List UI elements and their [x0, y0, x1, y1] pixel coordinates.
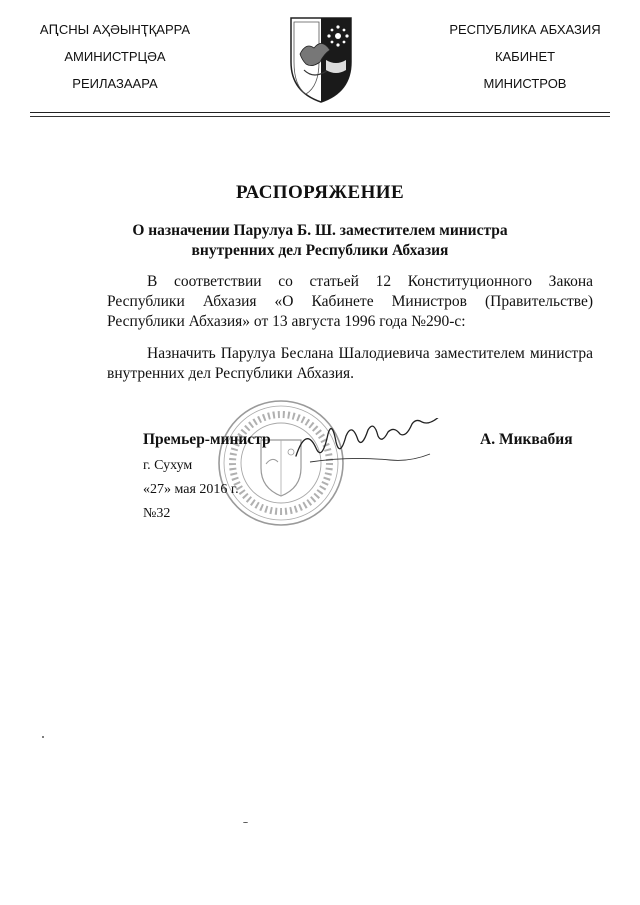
header-right-line-3: МИНИСТРОВ	[483, 76, 567, 91]
header-left-line-1: АԤСНЫ АҲӘЫНҬҚАРРА	[39, 22, 191, 37]
header-left-line-2: АМИНИСТРЦӘА	[64, 49, 166, 64]
subject-line-1: О назначении Парулуа Б. Ш. заместителем министра	[132, 222, 508, 239]
document-title: РАСПОРЯЖЕНИЕ	[235, 182, 405, 203]
scan-speck	[42, 736, 44, 738]
body-paragraph-2: Назначить Парулуа Беслана Шалодиевича заместителем министра внутренних дел Республики Абхазия.	[107, 345, 593, 382]
header-right-block	[440, 22, 610, 103]
document-date: «27» мая 2016 г.	[143, 482, 239, 497]
document-number: №32	[143, 506, 171, 521]
header-left-line-3: РЕИЛАЗААРА	[72, 76, 158, 91]
body-paragraph-1: В соответствии со статьей 12 Конституционного Закона Республики Абхазия «О Кабинете Министров (Правительстве) Республики Абхазия» от 13 августа 1996 года №290-с:	[107, 273, 593, 330]
scan-speck	[243, 822, 248, 823]
handwritten-signature	[290, 418, 450, 470]
signatory-name: А. Миквабия	[480, 431, 573, 448]
document-subject	[120, 221, 520, 261]
state-emblem-icon	[286, 14, 356, 104]
header-divider-thick	[30, 112, 610, 113]
header-divider-thin	[30, 116, 610, 117]
header-left-block	[30, 22, 200, 103]
header-right-line-2: КАБИНЕТ	[494, 49, 556, 64]
document-place: г. Сухум	[143, 458, 193, 473]
header-right-line-1: РЕСПУБЛИКА АБХАЗИЯ	[449, 22, 601, 37]
subject-line-2: внутренних дел Республики Абхазия	[191, 242, 449, 259]
signatory-title: Премьер-министр	[143, 431, 271, 448]
